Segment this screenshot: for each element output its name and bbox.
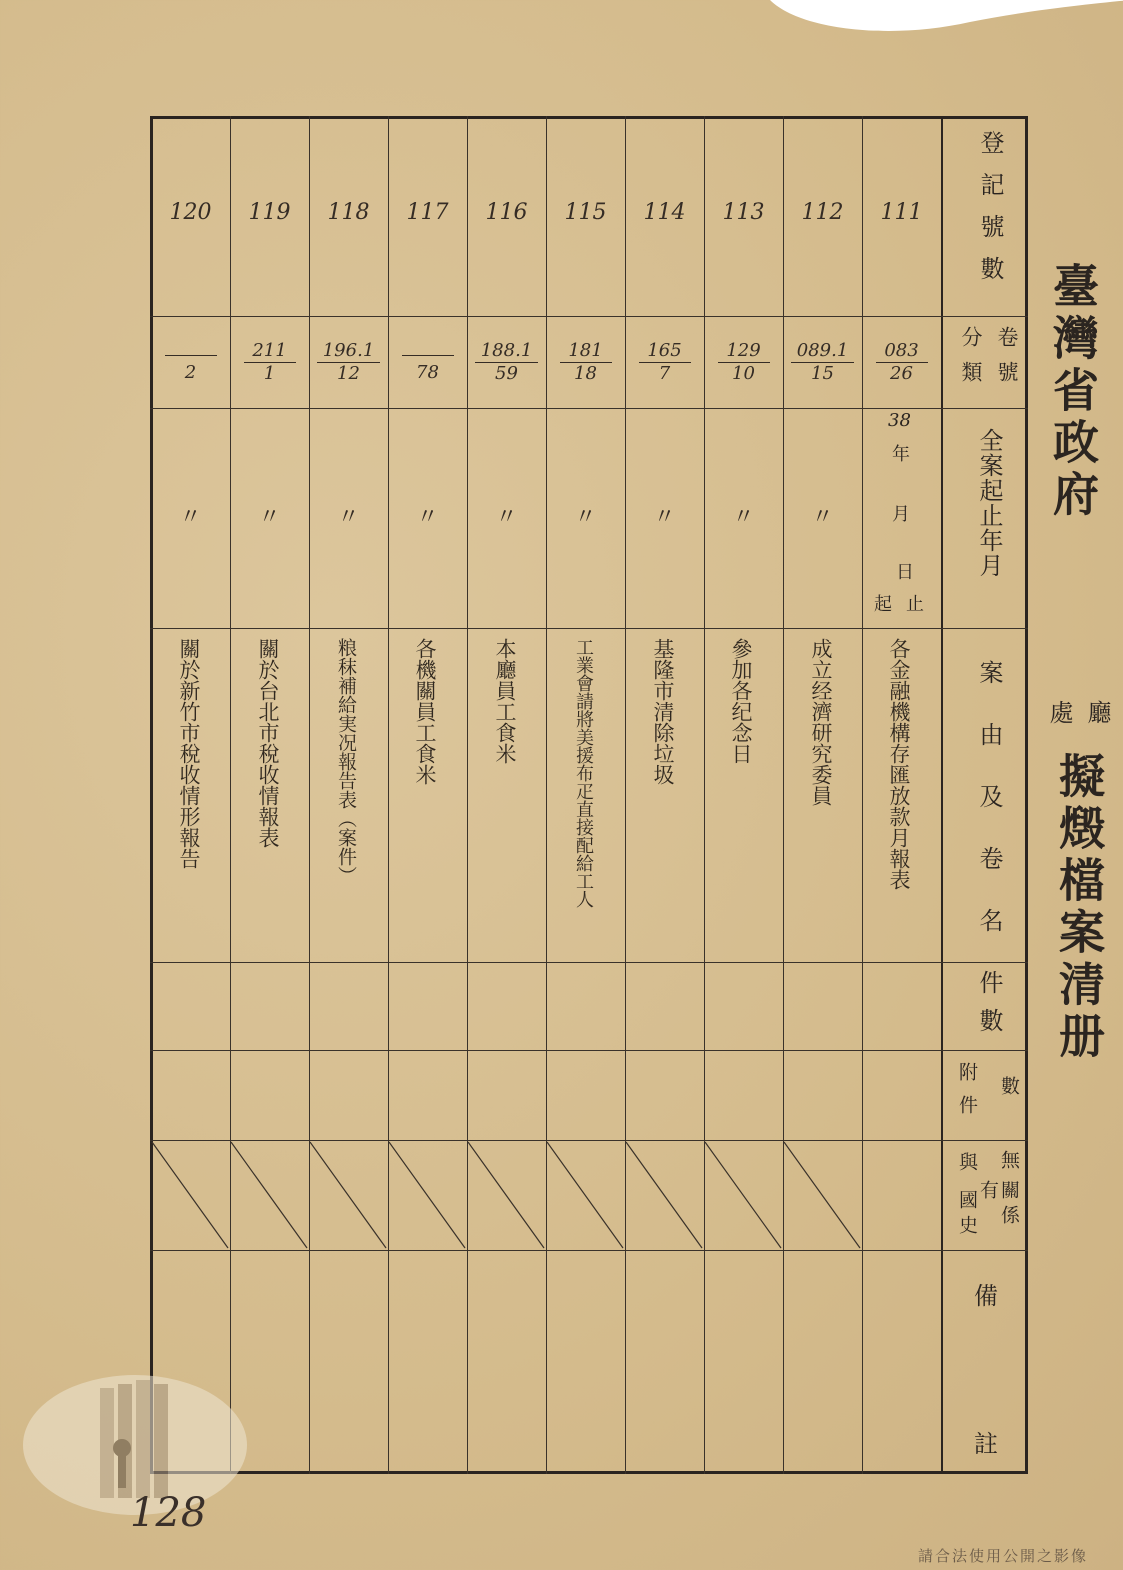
volume-no: 188.1 — [475, 340, 539, 363]
subject-text: 關於台北市稅收情報表 — [256, 638, 280, 848]
ditto-mark: 〃 — [653, 505, 676, 530]
column-divider — [230, 116, 231, 1474]
date-month: 月 — [892, 504, 910, 525]
ditto-mark: 〃 — [337, 505, 360, 530]
classification-no: 7 — [658, 363, 671, 384]
volume-no: 129 — [718, 340, 770, 363]
subject-text: 本廳員工食米 — [493, 638, 517, 764]
classification-no: 10 — [732, 363, 755, 384]
date-day: 日 — [896, 562, 914, 583]
classification-no: 78 — [416, 362, 439, 383]
relation-diagonals — [150, 1140, 862, 1250]
volume-no: 083 — [876, 340, 928, 363]
reg-number: 113 — [722, 200, 765, 225]
ditto-mark: 〃 — [811, 505, 834, 530]
volume-classification — [783, 340, 862, 385]
row-divider — [150, 628, 1028, 629]
classification-no: 1 — [263, 363, 276, 384]
reg-number: 117 — [406, 200, 449, 225]
reg-number: 111 — [880, 200, 923, 225]
header-relation: 關係 — [998, 1180, 1020, 1230]
classification-no: 12 — [337, 363, 360, 384]
volume-classification — [467, 340, 546, 385]
column-divider — [783, 116, 784, 1474]
classification-no: 15 — [811, 363, 834, 384]
date-start: 起 — [874, 594, 892, 615]
volume-classification — [704, 340, 783, 385]
volume-no — [165, 355, 217, 356]
reg-number: 116 — [485, 200, 528, 225]
reg-number: 120 — [169, 200, 212, 225]
page-title: 臺灣省政府 — [1046, 262, 1100, 522]
subject-text: 參加各纪念日 — [729, 638, 753, 764]
row-divider — [150, 962, 1028, 963]
page-number: 128 — [130, 1490, 207, 1536]
volume-classification — [625, 340, 704, 385]
subject-text: 粮秣補給実况報告表（案件） — [335, 638, 357, 885]
header-relation-none: 無 — [998, 1150, 1020, 1169]
volume-no: 165 — [639, 340, 691, 363]
header-attach-count: 數 — [998, 1076, 1020, 1095]
column-divider — [625, 116, 626, 1474]
volume-classification — [546, 340, 625, 385]
volume-no: 181 — [560, 340, 612, 363]
column-divider — [862, 116, 863, 1474]
reg-number: 112 — [801, 200, 844, 225]
row-divider — [150, 408, 1028, 409]
register-title: 擬燬檔案清册 — [1052, 752, 1106, 1064]
date-cell — [866, 410, 940, 620]
volume-classification — [309, 340, 388, 385]
header-reg-no: 登記號數 — [976, 130, 1004, 298]
header-count: 件數 — [975, 970, 1003, 1046]
column-divider — [546, 116, 547, 1474]
subject-text: 工業會請將美援布疋直接配給工人 — [573, 638, 594, 908]
column-divider — [388, 116, 389, 1474]
row-divider — [150, 316, 1028, 317]
subject-text: 各機關員工食米 — [413, 638, 437, 785]
subject-text: 基隆市清除垃圾 — [651, 638, 675, 785]
header-column-divider — [941, 116, 943, 1474]
column-divider — [467, 116, 468, 1474]
header-volume-no: 卷號 — [995, 326, 1019, 396]
office-prefix: 處 — [1045, 700, 1073, 726]
volume-no: 211 — [244, 340, 296, 363]
ditto-mark: 〃 — [179, 505, 202, 530]
subject-text: 成立经濟研究委員 — [809, 638, 833, 806]
header-period: 全案起止年月 — [975, 428, 1003, 578]
classification-no: 59 — [495, 363, 518, 384]
header-subject: 案由及卷名 — [975, 660, 1003, 970]
reg-number: 115 — [564, 200, 607, 225]
date-year: 38 — [888, 410, 911, 431]
volume-no — [402, 355, 454, 356]
column-divider — [704, 116, 705, 1474]
row-divider — [150, 1250, 1028, 1251]
header-remarks-1: 備 — [974, 1282, 998, 1310]
subject-text: 關於新竹市稅收情形報告 — [177, 638, 201, 869]
header-classification: 分類 — [959, 326, 983, 396]
watermark: 請合法使用公開之影像 — [918, 1547, 1089, 1565]
header-remarks-2: 註 — [974, 1430, 998, 1458]
ditto-mark: 〃 — [416, 505, 439, 530]
header-attach: 附件 — [956, 1062, 978, 1128]
ditto-mark: 〃 — [732, 505, 755, 530]
reg-number: 114 — [643, 200, 686, 225]
ditto-mark: 〃 — [495, 505, 518, 530]
date-year-unit: 年 — [892, 444, 910, 465]
classification-no: 18 — [574, 363, 597, 384]
volume-classification — [230, 340, 309, 385]
row-divider — [150, 1050, 1028, 1051]
ditto-mark: 〃 — [574, 505, 597, 530]
volume-classification — [862, 340, 941, 385]
classification-no: 26 — [890, 363, 913, 384]
header-relation-with: 與 — [956, 1152, 978, 1171]
reg-number: 119 — [248, 200, 291, 225]
office-suffix: 廳 — [1083, 700, 1111, 726]
torn-corner — [770, 0, 1123, 60]
reg-number: 118 — [327, 200, 370, 225]
date-end: 止 — [906, 594, 924, 615]
volume-no: 196.1 — [317, 340, 381, 363]
classification-no: 2 — [184, 362, 197, 383]
subject-text: 各金融機構存匯放款月報表 — [887, 638, 911, 890]
header-relation-has: 有 — [977, 1180, 999, 1199]
column-divider — [309, 116, 310, 1474]
ditto-mark: 〃 — [258, 505, 281, 530]
volume-no: 089.1 — [791, 340, 855, 363]
volume-classification — [388, 340, 467, 384]
header-relation-history: 國史 — [956, 1190, 978, 1240]
volume-classification — [151, 340, 230, 384]
